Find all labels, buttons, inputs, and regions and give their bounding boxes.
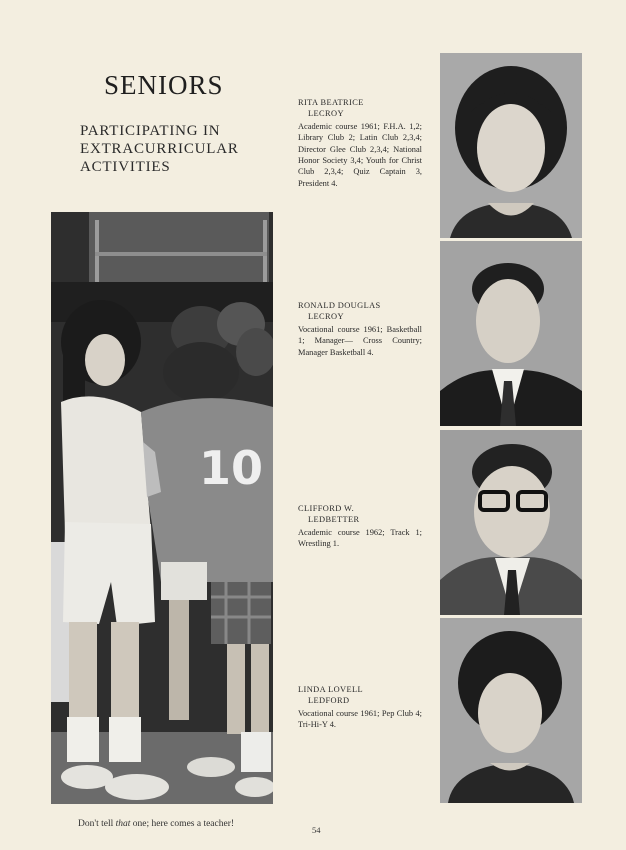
senior-portrait [440,241,582,426]
senior-bio [298,300,422,358]
section-subtitle [80,122,280,176]
senior-name-line1: RITA BEATRICE [298,98,364,107]
senior-name-line2: LECROY [308,109,344,119]
senior-description: Vocational course 1961; Basketball 1; Manager— Cross Country; Manager Basketball 4. [298,324,422,357]
subtitle-line: PARTICIPATING IN [80,123,221,139]
senior-name-line2: LECROY [308,312,344,322]
senior-name-line1: LINDA LOVELL [298,685,364,694]
candid-photo [51,212,273,804]
subtitle-line: EXTRACURRICULAR [80,141,239,157]
photo-caption [78,819,234,829]
subtitle-line: ACTIVITIES [80,159,171,175]
senior-portrait [440,53,582,238]
caption-text: Don't tell [78,819,116,829]
senior-name-line1: CLIFFORD W. [298,504,355,513]
senior-name-line2: LEDFORD [308,696,350,706]
senior-name-line1: RONALD DOUGLAS [298,301,381,310]
caption-emphasis: that [115,819,131,829]
caption-text: one; here comes a teacher! [130,819,235,829]
senior-description: Academic course 1962; Track 1; Wrestling 1. [298,527,422,549]
senior-bio [298,684,422,731]
page-title: SENIORS [104,70,224,100]
senior-description: Vocational course 1961; Pep Club 4; Tri-Hi-Y 4. [298,708,422,730]
senior-portrait [440,430,582,615]
senior-bio [298,97,422,189]
senior-portrait [440,618,582,803]
page-number: 54 [312,825,321,835]
senior-description: Academic course 1961; F.H.A. 1,2; Library Club 2; Latin Club 2,3,4; Director Glee Club 2,3,4; National Honor Society 3,4; Youth for Christ Club 2,3,4; Quiz Captain 3, President 4. [298,121,422,188]
senior-name-line2: LEDBETTER [308,515,360,525]
senior-bio [298,503,422,550]
jersey-number: 10 [199,441,264,495]
